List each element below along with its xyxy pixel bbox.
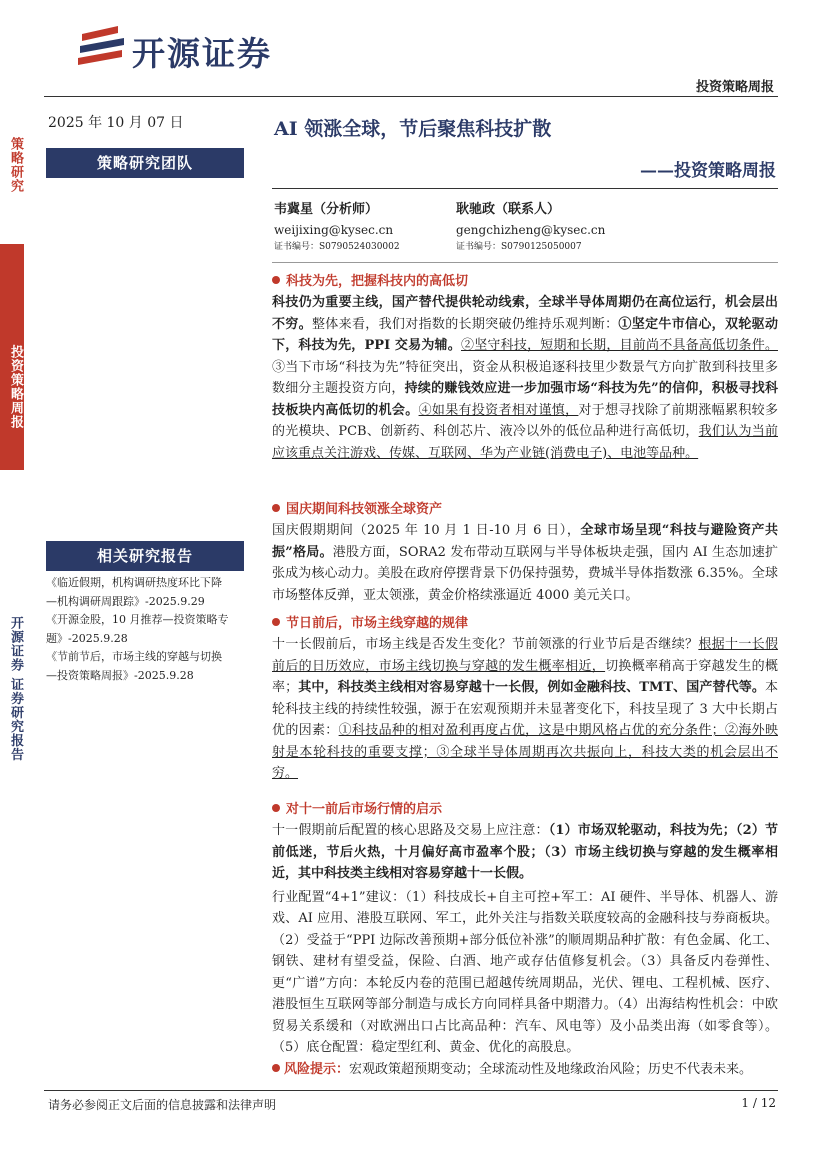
related-report-line[interactable]: 《节前节后，市场主线的穿越与切换 [46,650,222,663]
page-title: AI 领涨全球，节后聚焦科技扩散 [274,118,552,140]
strip-publisher: 开源证券 证券研究报告 [0,470,24,790]
section-implications [272,800,778,1080]
page-subtitle: ——投资策略周报 [640,161,776,181]
analyst-divider [272,262,778,263]
bullet-icon [272,618,280,626]
related-report-line[interactable]: 《临近假期，机构调研热度环比下降 [46,576,222,589]
section-body: 十一长假前后，市场主线是否发生变化？节前领涨的行业节后是否继续？根据十一长假前后的日历效应，市场主线切换与穿越的发生概率相近，切换概率稍高于穿越发生的概率；其中，科技类主线相对容易穿越十一长假，例如金融科技、TMT、国产替代等。本轮科技主线的持续性较强，源于在宏观预期并未显著变化下，科技呈现了 3 大中长期占优的因素：①科技品种的相对盈利再度占优，这是中期风格占优的充分条件；②海外映射是本轮科技的重要支撑；③全球半导体周期再次共振向上，科技大类的机会层出不穷。 [272,637,778,781]
title-divider [272,188,778,189]
section-heading: 科技为先，把握科技内的高低切 [272,272,778,292]
report-type: 投资策略周报 [695,80,774,95]
analyst-email[interactable]: gengchizheng@kysec.cn [456,223,606,237]
section-body: 十一假期前后配置的核心思路及交易上应注意：（1）市场双轮驱动，科技为先；（2）节前低迷，节后火热，十月偏好高市盈率个股；（3）市场主线切换与穿越的发生概率相近，其中科技类主线相对容易穿越十一长假。 [272,823,778,881]
related-report-line[interactable]: —机构调研周跟踪》-2025.9.29 [46,594,205,608]
bullet-icon [272,1064,280,1072]
logo-mark-icon [78,26,128,72]
footer-divider [44,1090,778,1091]
bullet-icon [272,804,280,812]
bullet-icon [272,276,280,284]
brand-name: 开源证券 [132,34,272,73]
section-heading: 对十一前后市场行情的启示 [272,800,778,820]
strip-category: 策略研究 [0,58,24,244]
header-divider [44,96,778,97]
analyst-email[interactable]: weijixing@kysec.cn [274,223,394,237]
section-body: 国庆假期期间（2025 年 10 月 1 日-10 月 6 日），全球市场呈现“科技与避险资产共振”格局。港股方面，SORA2 发布带动互联网与半导体板块走强，国内 AI 生态加速扩张成为核心动力。美股在政府停摆背景下仍保持强势，费城半导体指数涨 6.35%。全球市场整体反弹，亚太领涨，黄金价格续涨逼近 4000 美元关口。 [272,523,778,603]
team-label: 策略研究团队 [46,148,244,178]
analyst-card [456,198,605,252]
report-date: 2025 年 10 月 07 日 [48,115,184,131]
footer-disclaimer[interactable]: 请务必参阅正文后面的信息披露和法律声明 [48,1098,277,1112]
related-label: 相关研究报告 [46,541,244,571]
section-body: 科技仍为重要主线，国产替代提供轮动线索，全球半导体周期仍在高位运行，机会层出不穷。整体来看，我们对指数的长期突破仍维持乐观判断：①坚定牛市信心，双轮驱动下，科技为先，PPI 交易为辅。②坚守科技，短期和长期，目前尚不具备高低切条件。③当下市场“科技为先”特征突出，资金从积极追逐科技里少数景气方向扩散到科技里多数细分主题投资方向，持续的赚钱效应进一步加强市场“科技为先”的信仰，积极寻找科技板块内高低切的机会。④如果有投资者相对谨慎，对于想寻找除了前期涨幅累积较多的光模块、PCB、创新药、科创芯片、液冷以外的低位品种进行高低切，我们认为当前应该重点关注游戏、传媒、互联网、华为产业链(消费电子)、电池等品种。 [272,295,778,461]
section-holiday-global [272,500,778,606]
related-report-line[interactable]: —投资策略周报》-2025.9.28 [46,668,194,682]
analyst-cert: 证书编号：S0790524030002 [274,242,400,252]
analyst-card [274,198,400,252]
related-report-line[interactable]: 题》-2025.9.28 [46,631,128,645]
page-number: 1 / 12 [741,1096,776,1110]
analyst-name: 耿驰政（联系人） [456,202,561,217]
section-body: 行业配置“4+1”建议：（1）科技成长+自主可控+军工：AI 硬件、半导体、机器人、游戏、AI 应用、港股互联网、军工，此外关注与指数关联度较高的金融科技与券商板块。（2）受益于“PPI 边际改善预期+部分低位补涨”的顺周期品种扩散：有色金属、化工、钢铁、建材有望受益，保险、白酒、地产或存估值修复机会。（3）具备反内卷弹性、更“广谱”方向：本轮反内卷的范围已超越传统周期品，光伏、锂电、工程机械、医疗、港股恒生互联网等部分制造与成长方向同样具备中期潜力。（4）出海结构性机会：中欧贸易关系缓和（对欧洲出口占比高品种：汽车、风电等）及小品类出海（如零食等）。（5）底仓配置：稳定型红利、黄金、优化的高股息。 [272,889,778,1055]
risk-note: 风险提示：宏观政策超预期变动；全球流动性及地缘政治风险；历史不代表未来。 [272,1059,778,1081]
analyst-name: 韦冀星（分析师） [274,202,379,217]
related-reports [46,574,246,685]
analyst-cert: 证书编号：S0790125050007 [456,242,582,252]
strip-report-type: 投资策略周报 [0,244,24,470]
bullet-icon [272,504,280,512]
section-heading: 国庆期间科技领涨全球资产 [272,500,778,520]
related-report-line[interactable]: 《开源金股，10 月推荐—投资策略专 [46,613,229,626]
section-mainline-rules [272,614,778,785]
section-tech-first [272,272,778,464]
section-heading: 节日前后，市场主线穿越的规律 [272,614,778,634]
